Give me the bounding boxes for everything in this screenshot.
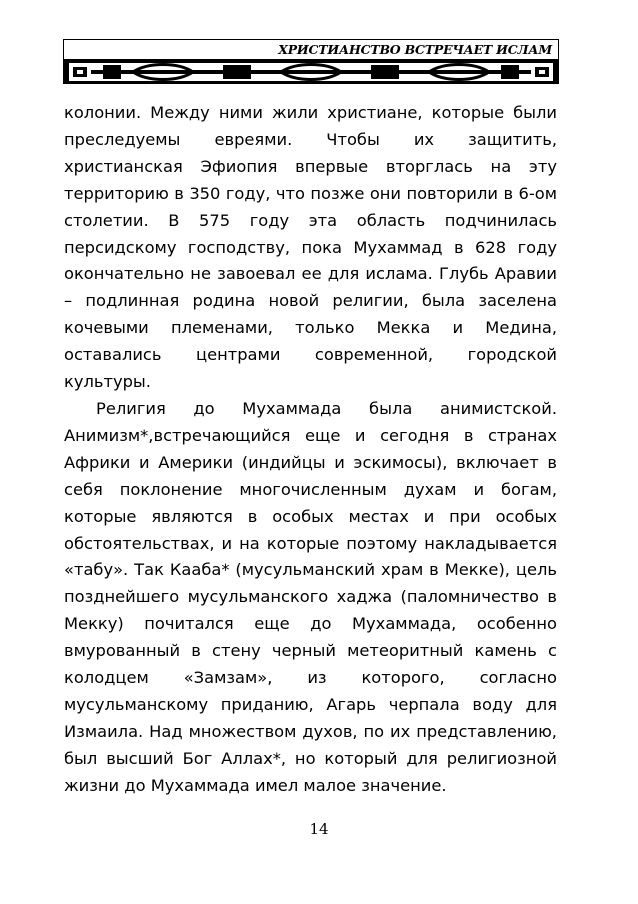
- page-number: 14: [309, 820, 329, 838]
- paragraph: колонии. Между ними жили христиане, которые были преследуемы евреями. Чтобы их защитить, христианская Эфиопия впервые вторглась на эту территорию в 350 году, что позже они повторили в 6-ом столетии. В 575 году эта область подчинилась персидскому господству, пока Мухаммад в 628 году окончательно не завоевал ее для ислама. Глубь Аравии – подлинная родина новой религии, была заселена кочевыми племенами, только Мекка и Медина, оставались центрами современной, городской культуры.: [64, 103, 557, 392]
- running-header-title: ХРИСТИАНСТВО ВСТРЕЧАЕТ ИСЛАМ: [278, 42, 552, 57]
- paragraph: Религия до Мухаммада была анимистской. Анимизм*,встречающийся еще и сегодня в странах Африки и Америки (индийцы и эскимосы), включает в себя поклонение многочисленным духам и богам, которые являются в особых местах и при особых обстоятельствах, и на которые поэтому накладывается «табу». Так Кааба* (мусульманский храм в Мекке), цель позднейшего мусульманского хаджа (паломничество в Мекку) почитался еще до Мухаммада, особенно вмурованный в стену черный метеоритный камень с колодцем «Замзам», из которого, согласно мусульманскому приданию, Агарь черпала воду для Измаила. Над множеством духов, по их представлению, был высший Бог Аллах*, но который для религиозной жизни до Мухаммада имел малое значение.: [64, 398, 557, 795]
- header-ornament: [63, 60, 559, 84]
- running-header: [63, 39, 559, 60]
- page-body: [64, 100, 557, 800]
